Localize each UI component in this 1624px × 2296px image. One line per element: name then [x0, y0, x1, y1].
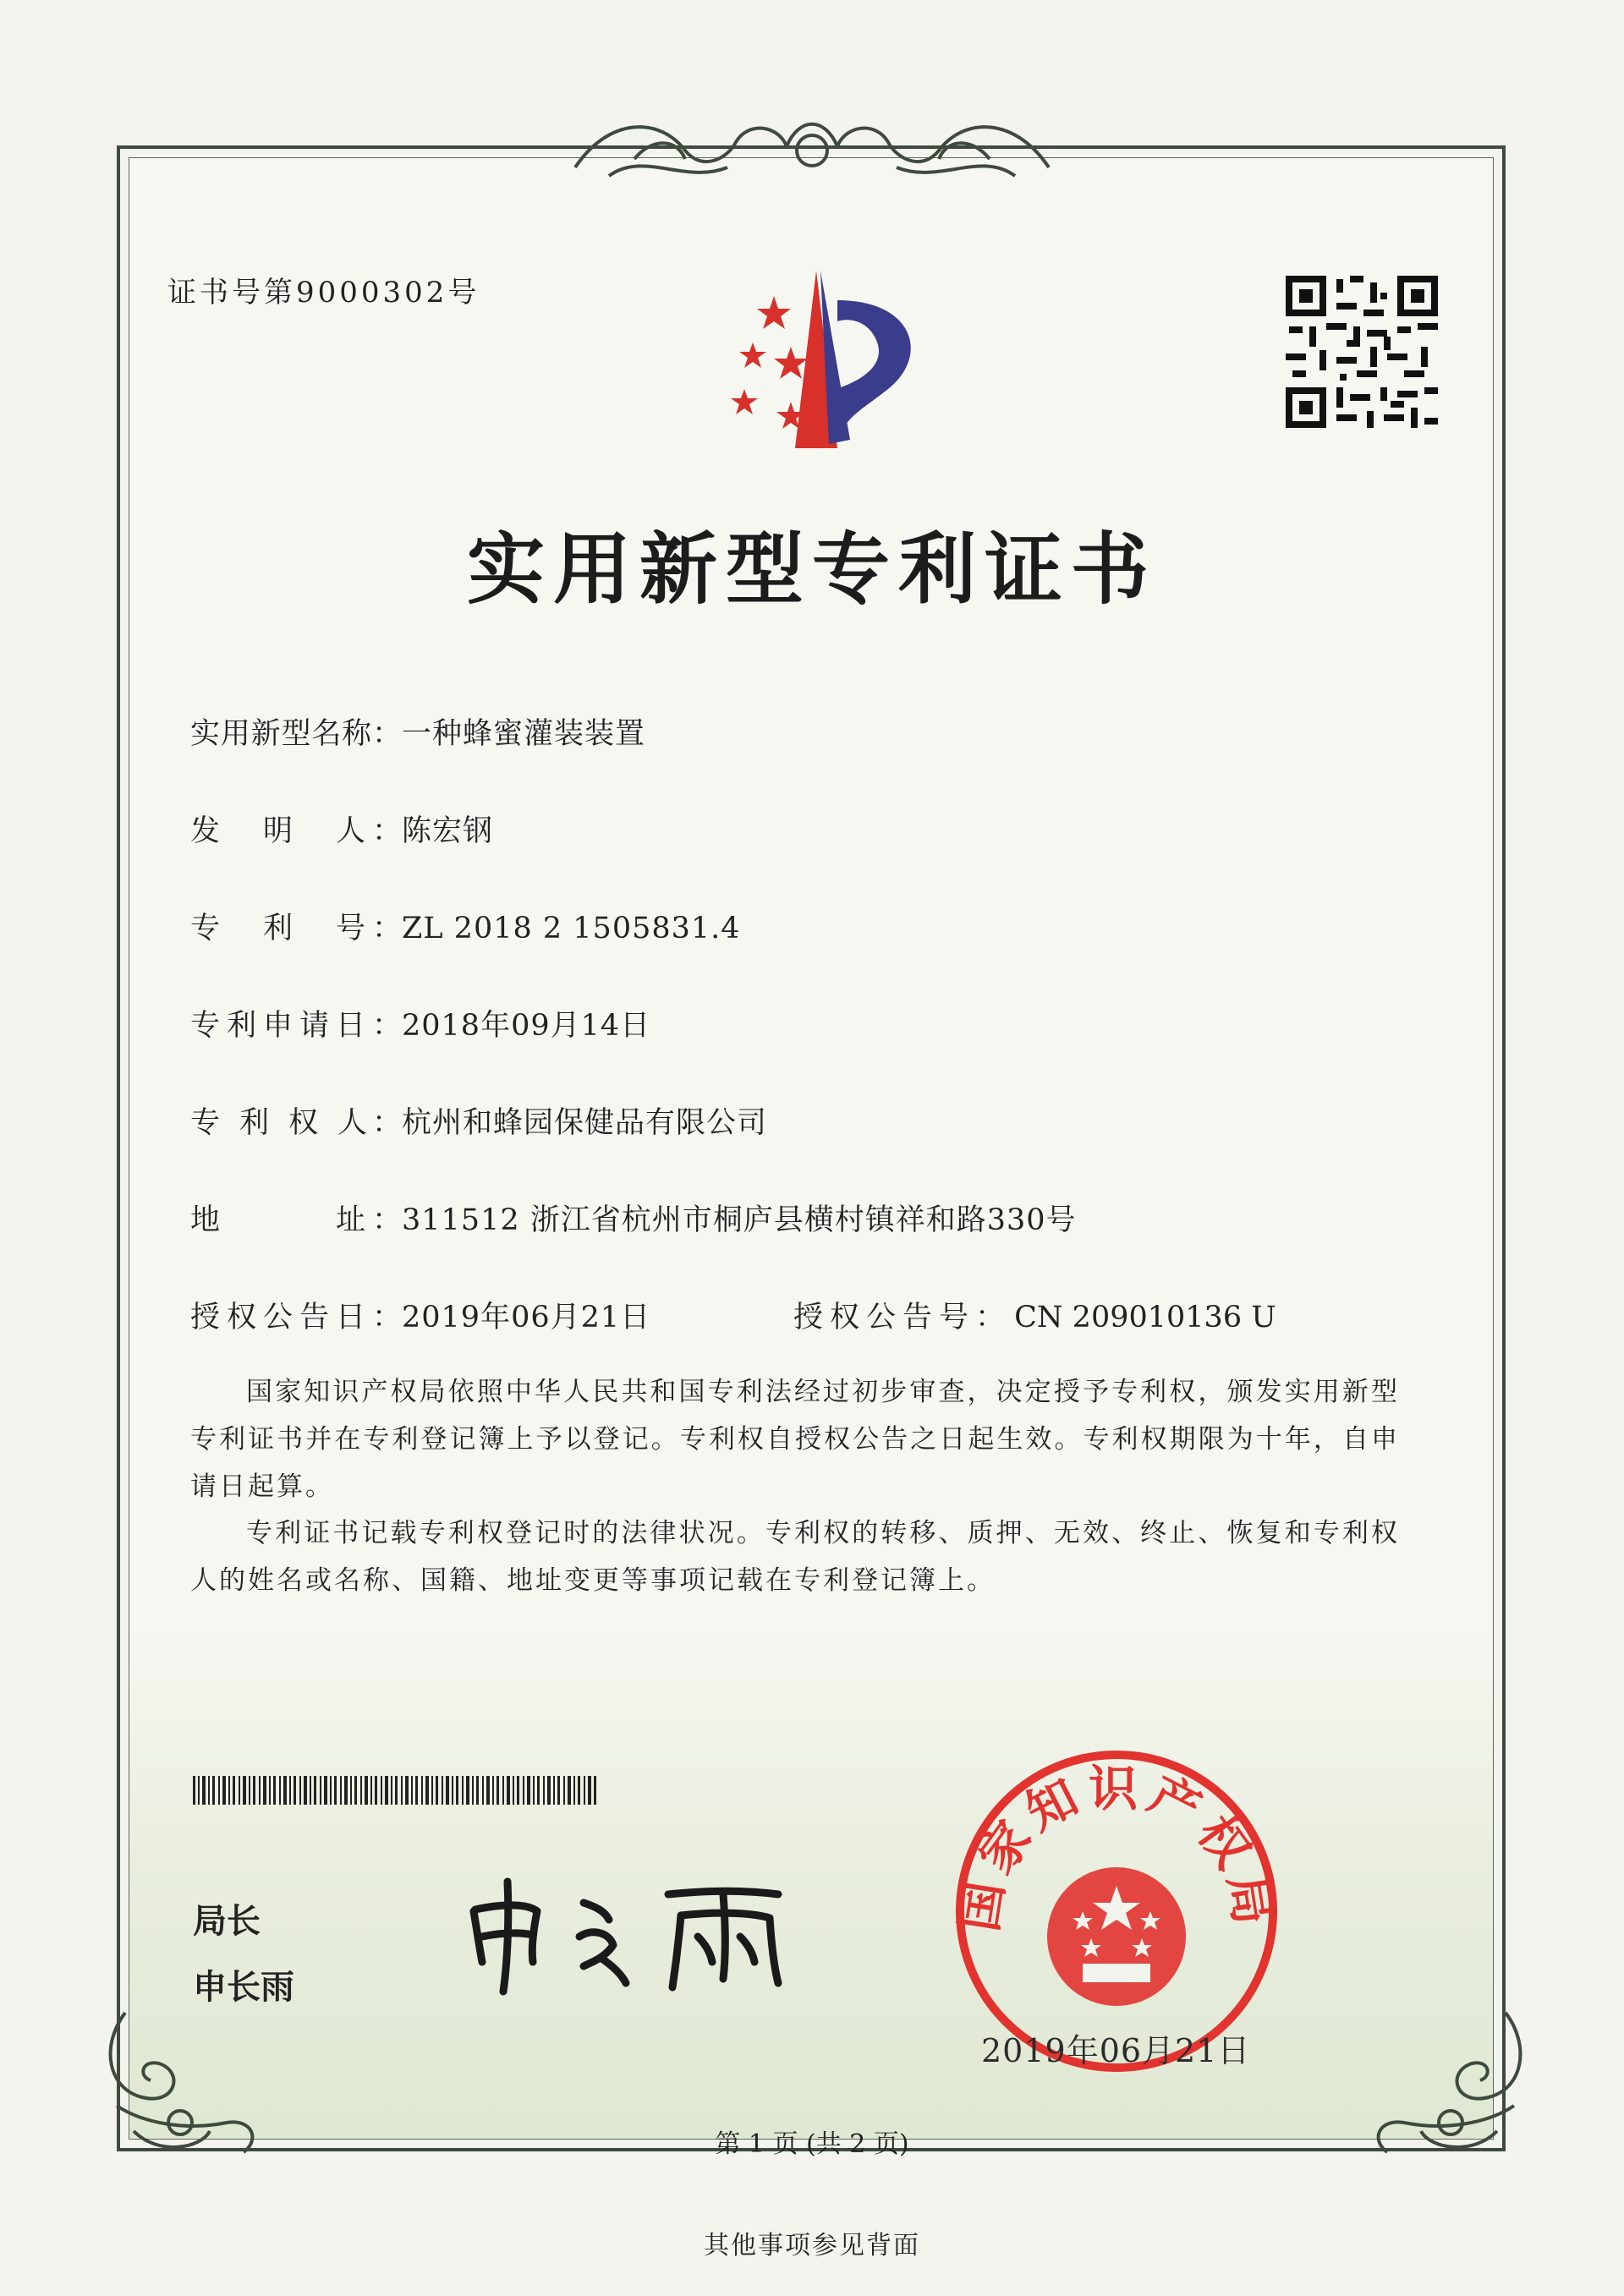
field-patent-number — [190, 905, 741, 947]
field-application-date — [190, 1002, 650, 1044]
field-label: 发 明 人： — [190, 814, 402, 848]
patent-office-emblem-icon — [694, 262, 947, 457]
certificate-title: 实用新型专利证书 — [466, 524, 1157, 615]
director-title: 局长 — [193, 1902, 261, 1941]
field-grant-announcement-date — [190, 1294, 650, 1336]
field-label: 地 址： — [190, 1203, 402, 1237]
field-label: 授权公告日： — [190, 1301, 402, 1334]
field-value: 杭州和蜂园保健品有限公司 — [402, 1106, 768, 1140]
statement-paragraph-2: 专利证书记载专利权登记时的法律状况。专利权的转移、质押、无效、终止、恢复和专利权人的姓名或名称、国籍、地址变更等事项记载在专利登记簿上。 — [190, 1518, 1400, 1596]
barcode-icon — [193, 1776, 599, 1805]
field-label: 专 利 号： — [190, 912, 402, 945]
field-label: 授权公告号： — [793, 1301, 1005, 1334]
field-grant-announcement-number — [793, 1294, 1276, 1336]
field-inventor — [190, 808, 493, 850]
field-utility-model-name — [190, 710, 645, 753]
field-label: 专 利 权 人： — [190, 1106, 402, 1140]
statement-paragraph-1: 国家知识产权局依照中华人民共和国专利法经过初步审查，决定授予专利权，颁发实用新型专利证书并在专利登记簿上予以登记。专利权自授权公告之日起生效。专利权期限为十年，自申请日起算。 — [190, 1377, 1400, 1502]
field-patentee — [190, 1099, 767, 1142]
seal-text: 国家知识产权局 — [950, 1760, 1283, 1936]
footer-note: 其他事项参见背面 — [704, 2231, 920, 2260]
top-ornament-icon — [558, 100, 1066, 193]
page-number: 第 1 页 (共 2 页) — [715, 2129, 909, 2159]
certificate-number: 证书号第9000302号 — [167, 276, 480, 310]
director-name: 申长雨 — [193, 1968, 294, 2007]
field-value: 陈宏钢 — [402, 814, 494, 848]
field-value: 311512 浙江省杭州市桐庐县横村镇祥和路330号 — [402, 1203, 1077, 1237]
field-value: CN 209010136 U — [1014, 1301, 1276, 1334]
field-label: 专利申请日： — [190, 1009, 402, 1043]
field-value: 一种蜂蜜灌装装置 — [402, 717, 646, 751]
field-address — [190, 1197, 1077, 1239]
field-value: 2018年09月14日 — [402, 1009, 651, 1043]
seal-date: 2019年06月21日 — [981, 2032, 1251, 2069]
qr-code-icon — [1286, 276, 1438, 428]
field-label: 实用新型名称： — [190, 717, 402, 751]
field-value: 2019年06月21日 — [402, 1301, 651, 1334]
director-signature-icon — [457, 1869, 812, 1996]
field-value: ZL 2018 2 1505831.4 — [402, 912, 741, 945]
